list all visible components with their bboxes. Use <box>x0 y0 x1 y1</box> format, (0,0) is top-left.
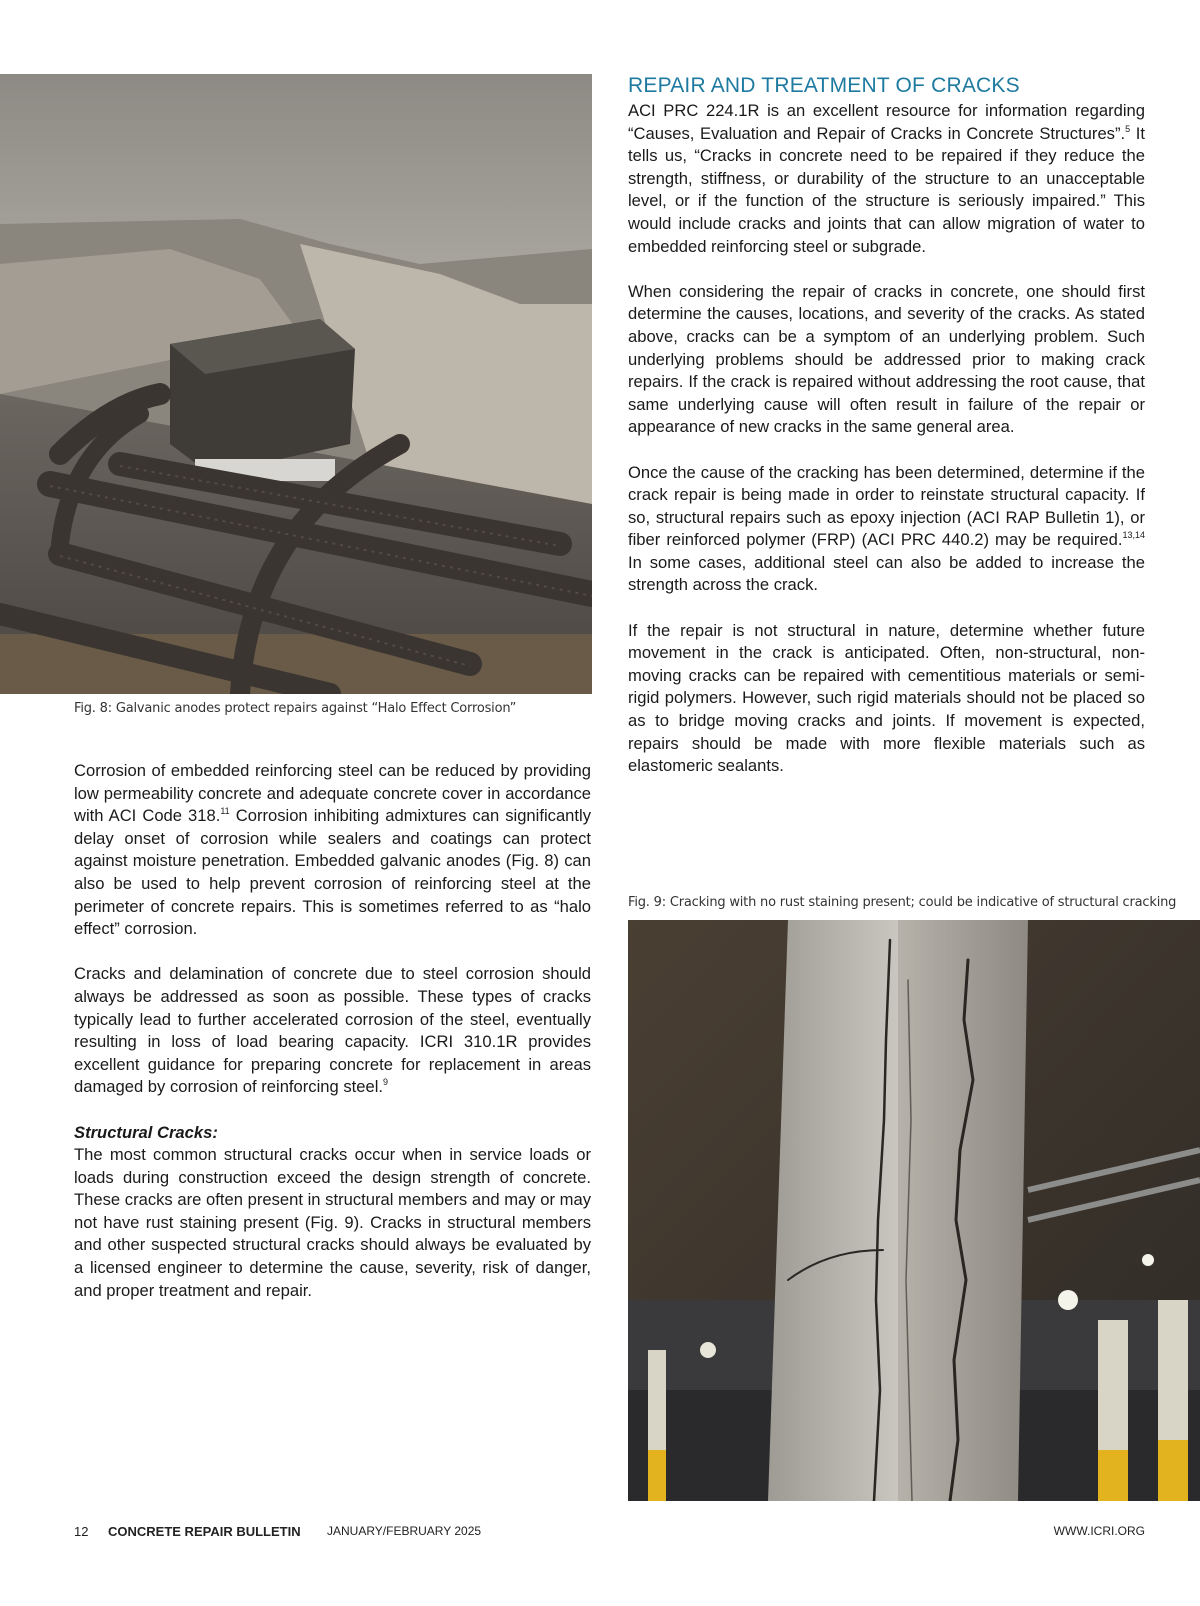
publication-name: CONCRETE REPAIR BULLETIN <box>108 1524 301 1539</box>
issue-date: JANUARY/FEBRUARY 2025 <box>327 1524 482 1538</box>
body-paragraph: ACI PRC 224.1R is an excellent resource for information regarding “Causes, Evaluation and Repair of Cracks in Concrete Structures”.$^5$ It tells us, “Cracks in concrete need to be repaired if they reduce the strength, stiffness, or durability of the structure to an unacceptable level, or if the function of the structure is seriously impaired.” This would include cracks and joints that can allow migration of water to embedded reinforcing steel or subgrade. <box>628 101 1145 256</box>
page-footer <box>74 1524 1145 1544</box>
left-column <box>74 760 591 1325</box>
body-paragraph: If the repair is not structural in nature, determine whether future movement in the crack is anticipated. Often, non-structural, non-moving cracks can be repaired with cementitious materials or semi-rigid polymers. However, such rigid materials should not be placed so as to bridge moving cracks and joints. If movement is expected, repairs should be made with more flexible materials such as elastomeric sealants. <box>628 620 1145 776</box>
body-paragraph: When considering the repair of cracks in concrete, one should first determine the causes, locations, and severity of the cracks. As stated above, cracks can be a symptom of an underlying problem. Such underlying problems should be addressed prior to making crack repairs. If the crack is repaired without addressing the root cause, that same underlying cause will often result in failure of the repair or appearance of new cracks in the same general area. <box>628 281 1145 437</box>
cracked-column-photo-icon <box>628 920 1200 1501</box>
body-paragraph: Corrosion of embedded reinforcing steel can be reduced by providing low permeability concrete and adequate concrete cover in accordance with ACI Code 318.11 Corrosion inhibiting admixtures can significantly delay onset of corrosion while sealers and coatings can protect against moisture penetration. Embedded galvanic anodes (Fig. 8) can also be used to help prevent corrosion of reinforcing steel at the perimeter of concrete repairs. This is sometimes referred to as “halo effect” corrosion. <box>74 761 591 939</box>
structural-cracks-subheading: Structural Cracks: <box>74 1122 218 1142</box>
figure-8-caption: Fig. 8: Galvanic anodes protect repairs against “Halo Effect Corrosion” <box>74 701 517 716</box>
body-paragraph: Once the cause of the cracking has been determined, determine if the crack repair is being made in order to reinstate structural capacity. If so, structural repairs such as epoxy injection (ACI RAP Bulletin 1), or fiber reinforced polymer (FRP) (ACI PRC 440.2) may be required.$^{13,14}$ In some cases, additional steel can also be added to increase the strength across the crack. <box>628 462 1145 595</box>
website-link[interactable]: WWW.ICRI.ORG <box>1053 1524 1145 1538</box>
rebar-repair-photo-icon <box>0 74 592 694</box>
figure-9-caption: Fig. 9: Cracking with no rust staining present; could be indicative of structural cracking <box>628 895 1177 910</box>
body-paragraph: Cracks and delamination of concrete due to steel corrosion should always be addressed as soon as possible. These types of cracks typically lead to further accelerated corrosion of the steel, eventually resulting in loss of load bearing capacity. ICRI 310.1R provides excellent guidance for preparing concrete for replacement in areas damaged by corrosion of reinforcing steel.$^9$ <box>74 964 591 1097</box>
right-column <box>628 74 1145 800</box>
section-heading: REPAIR AND TREATMENT OF CRACKS <box>628 74 1020 97</box>
figure-8-photo <box>0 74 592 694</box>
body-paragraph: The most common structural cracks occur when in service loads or loads during construction exceed the design strength of concrete. These cracks are often present in structural members and may or may not have rust staining present (Fig. 9). Cracks in structural members and other suspected structural cracks should always be evaluated by a licensed engineer to determine the cause, severity, risk of danger, and proper treatment and repair. <box>74 1145 591 1300</box>
page-number: 12 <box>74 1524 89 1539</box>
figure-9-photo <box>628 920 1200 1501</box>
